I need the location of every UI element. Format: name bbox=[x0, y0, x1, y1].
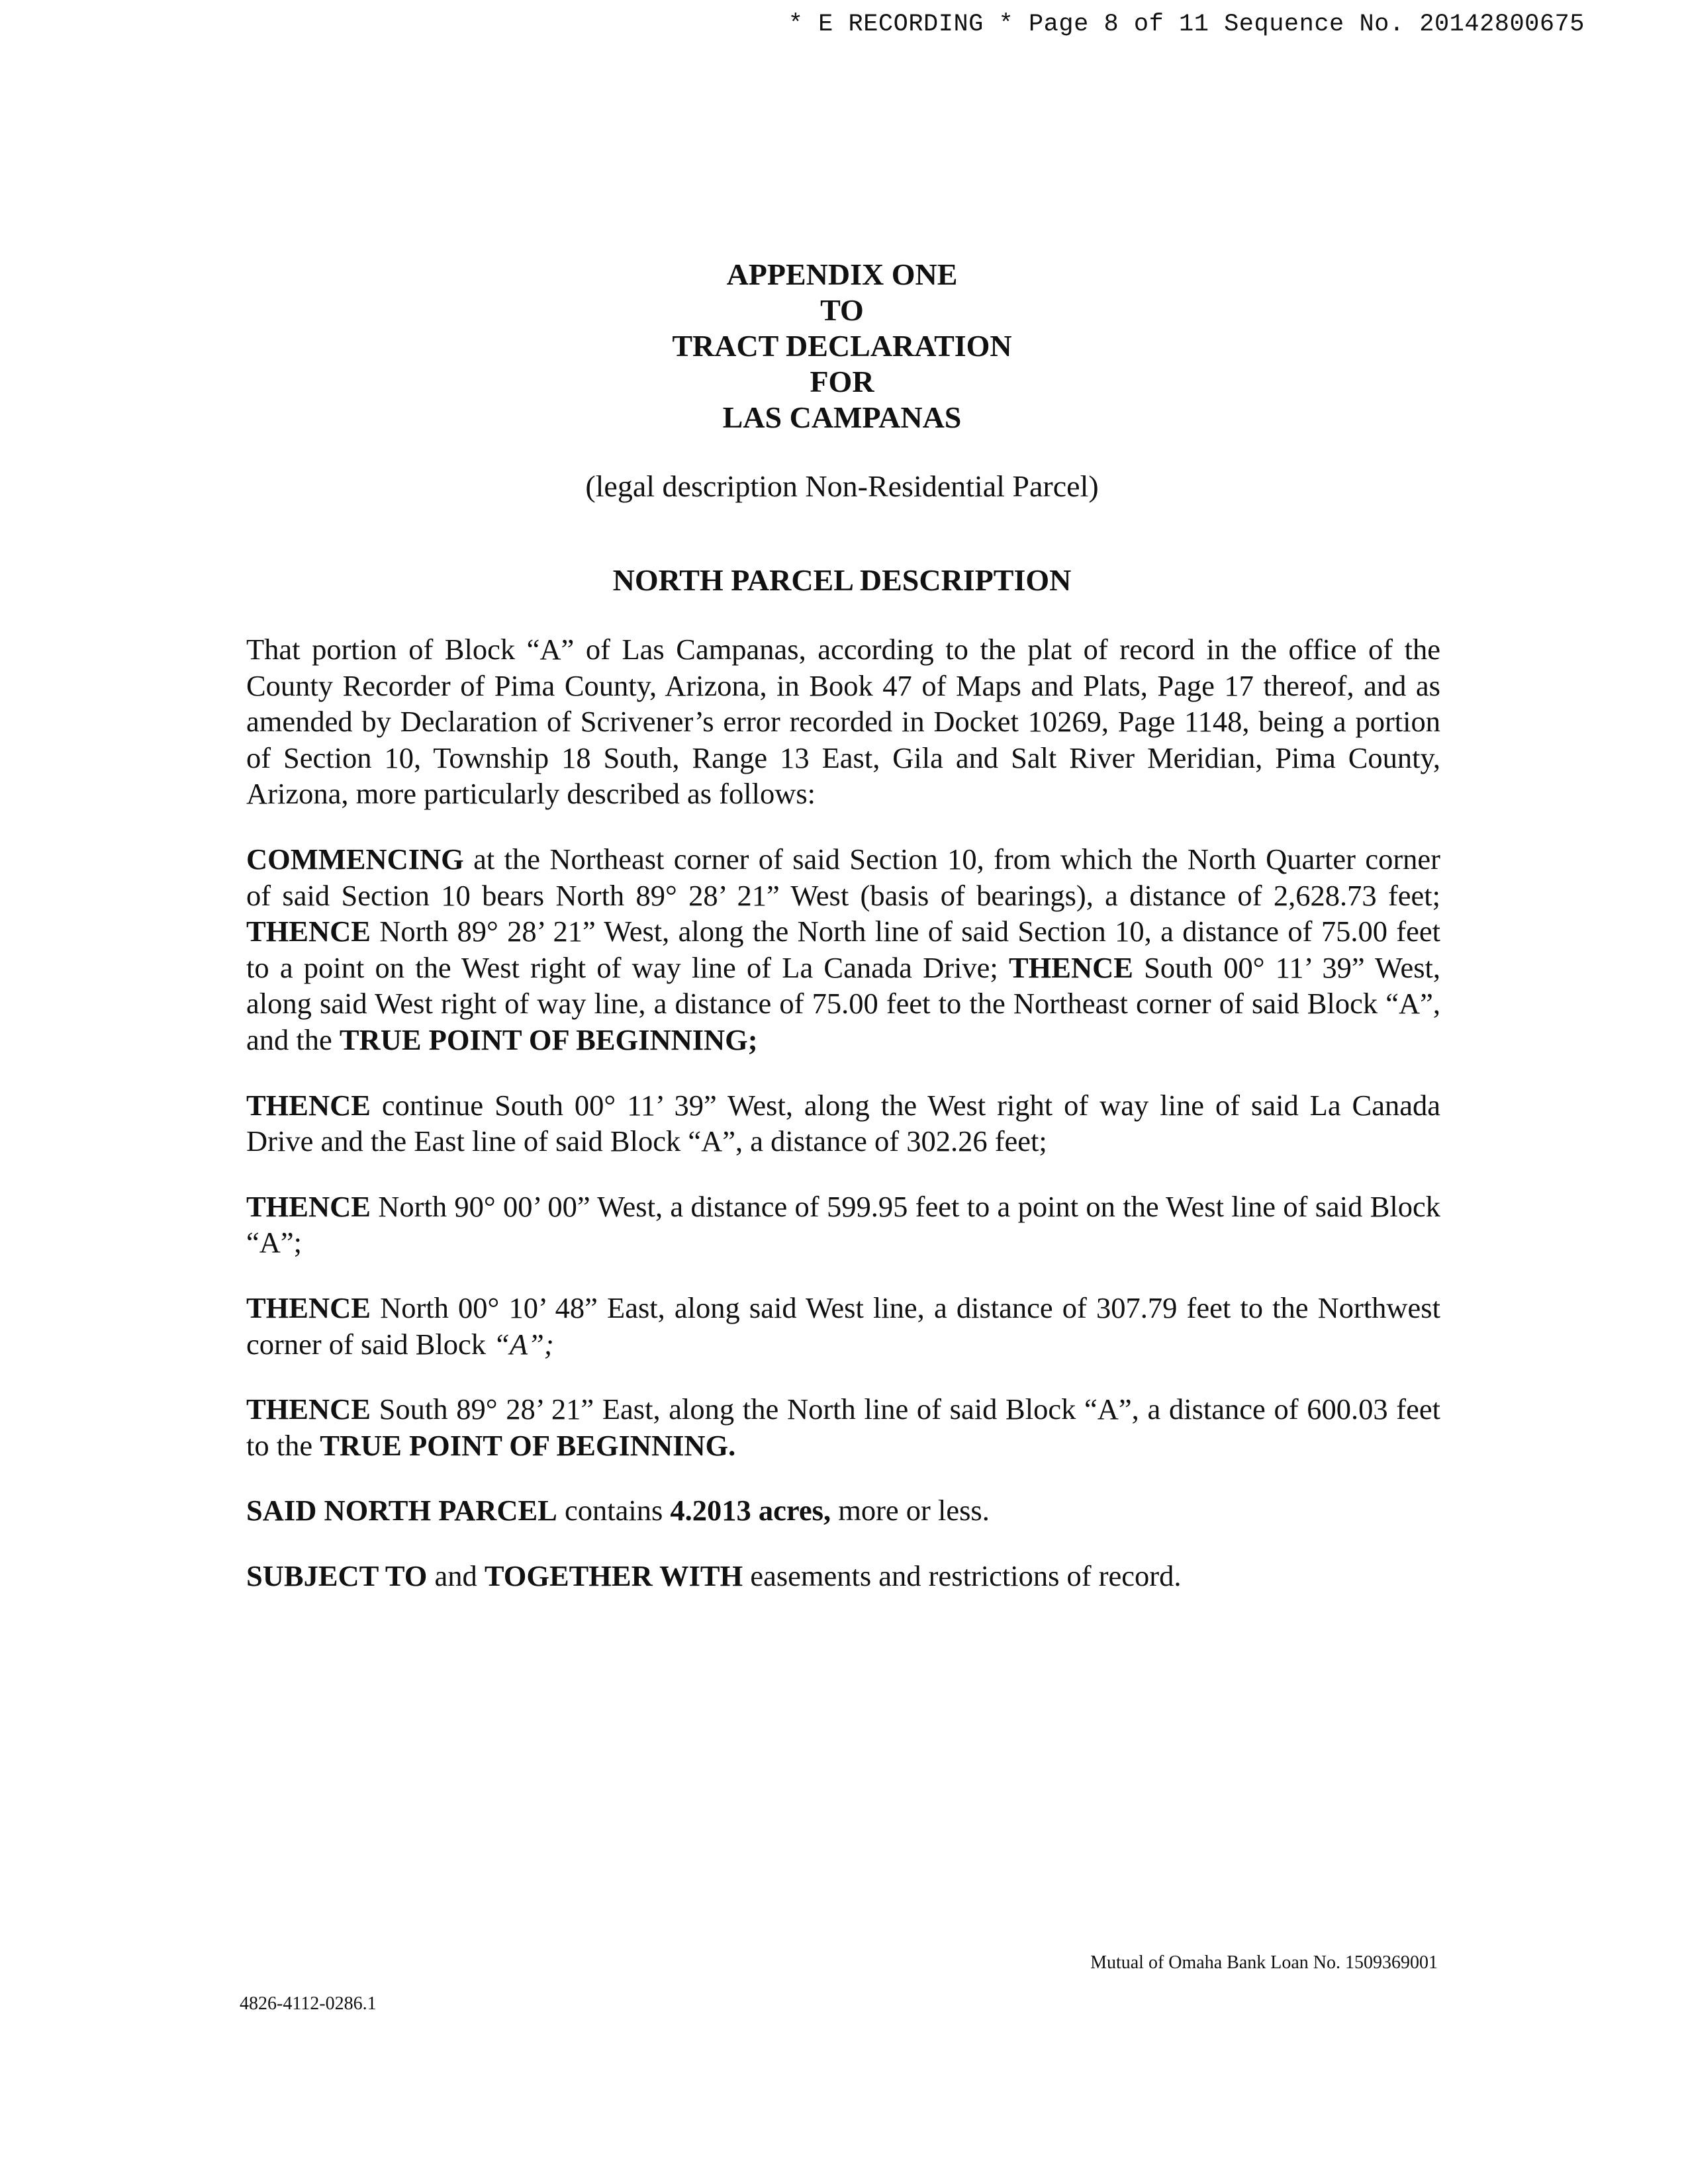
title-line-2: TO bbox=[820, 293, 864, 327]
keyword-thence: THENCE bbox=[246, 1291, 371, 1324]
commencing-text-3: South 00° 11’ 39” West, along said West right of way line, a distance of 75.00 feet to the Northeast corner of said Block “A”, and the bbox=[246, 950, 1440, 1056]
title-block bbox=[0, 257, 1684, 435]
keyword-true-point-of-beginning: TRUE POINT OF BEGINNING. bbox=[320, 1428, 736, 1462]
thence-paragraph-2 bbox=[246, 1189, 1440, 1261]
area-acres: 4.2013 acres, bbox=[670, 1494, 831, 1527]
thence-text-1: continue South 00° 11’ 39” West, along the West right of way line of said La Canada Drive and the East line of said Block “A”, a distance of 302.26 feet; bbox=[246, 1088, 1440, 1158]
loan-number-footer: Mutual of Omaha Bank Loan No. 1509369001 bbox=[1090, 1952, 1438, 1973]
subject-text-1: and bbox=[427, 1559, 485, 1592]
thence-text-3-italic: “A”; bbox=[493, 1327, 554, 1361]
keyword-thence: THENCE bbox=[246, 1088, 371, 1122]
area-paragraph bbox=[246, 1492, 1440, 1529]
document-subtitle: (legal description Non-Residential Parcel) bbox=[585, 469, 1099, 503]
keyword-together-with: TOGETHER WITH bbox=[484, 1559, 743, 1592]
document-number-footer: 4826-4112-0286.1 bbox=[240, 1993, 377, 2014]
area-text-2: more or less. bbox=[831, 1494, 990, 1527]
keyword-subject-to: SUBJECT TO bbox=[246, 1559, 428, 1592]
thence-paragraph-3 bbox=[246, 1290, 1440, 1362]
keyword-thence: THENCE bbox=[246, 1189, 371, 1223]
commencing-text-2: North 89° 28’ 21” West, along the North line of said Section 10, a distance of 75.00 feet to a point on the West right of way line of La Canada Drive; bbox=[246, 915, 1440, 984]
keyword-commencing: COMMENCING bbox=[246, 842, 464, 876]
title-line-5: LAS CAMPANAS bbox=[722, 400, 962, 434]
section-heading: NORTH PARCEL DESCRIPTION bbox=[612, 563, 1072, 597]
commencing-paragraph bbox=[246, 841, 1440, 1058]
recording-header: * E RECORDING * Page 8 of 11 Sequence No. 20142800675 bbox=[788, 11, 1585, 38]
keyword-said-north-parcel: SAID NORTH PARCEL bbox=[246, 1494, 557, 1527]
keyword-thence: THENCE bbox=[1008, 950, 1133, 984]
title-line-3: TRACT DECLARATION bbox=[672, 329, 1012, 363]
title-line-4: FOR bbox=[810, 365, 874, 398]
thence-text-3: North 00° 10’ 48” East, along said West line, a distance of 307.79 feet to the Northwest corner of said Block bbox=[246, 1291, 1440, 1361]
thence-text-2: North 90° 00’ 00” West, a distance of 599.95 feet to a point on the West line of said Block “A”; bbox=[246, 1189, 1440, 1259]
legal-description-body bbox=[246, 631, 1440, 1623]
area-text-1: contains bbox=[557, 1494, 671, 1527]
subject-text-2: easements and restrictions of record. bbox=[743, 1559, 1182, 1592]
thence-text-4: South 89° 28’ 21” East, along the North line of said Block “A”, a distance of 600.03 feet to the bbox=[246, 1392, 1440, 1462]
keyword-thence: THENCE bbox=[246, 915, 371, 948]
subject-paragraph bbox=[246, 1558, 1440, 1594]
thence-paragraph-1 bbox=[246, 1087, 1440, 1160]
title-line-1: APPENDIX ONE bbox=[726, 257, 958, 291]
keyword-true-point-of-beginning: TRUE POINT OF BEGINNING; bbox=[339, 1023, 758, 1056]
commencing-text-1: at the Northeast corner of said Section 10, from which the North Quarter corner of said Section 10 bears North 89° 28’ 21” West (basis of bearings), a distance of 2,628.73 feet; bbox=[246, 842, 1440, 912]
thence-paragraph-4 bbox=[246, 1391, 1440, 1463]
keyword-thence: THENCE bbox=[246, 1392, 371, 1426]
intro-paragraph: That portion of Block “A” of Las Campanas, according to the plat of record in the office of the County Recorder of Pima County, Arizona, in Book 47 of Maps and Plats, Page 17 thereof, and as amended by Declaration of Scrivener’s error recorded in Docket 10269, Page 1148, being a portion of Section 10, Township 18 South, Range 13 East, Gila and Salt River Meridian, Pima County, Arizona, more particularly described as follows: bbox=[246, 633, 1440, 811]
